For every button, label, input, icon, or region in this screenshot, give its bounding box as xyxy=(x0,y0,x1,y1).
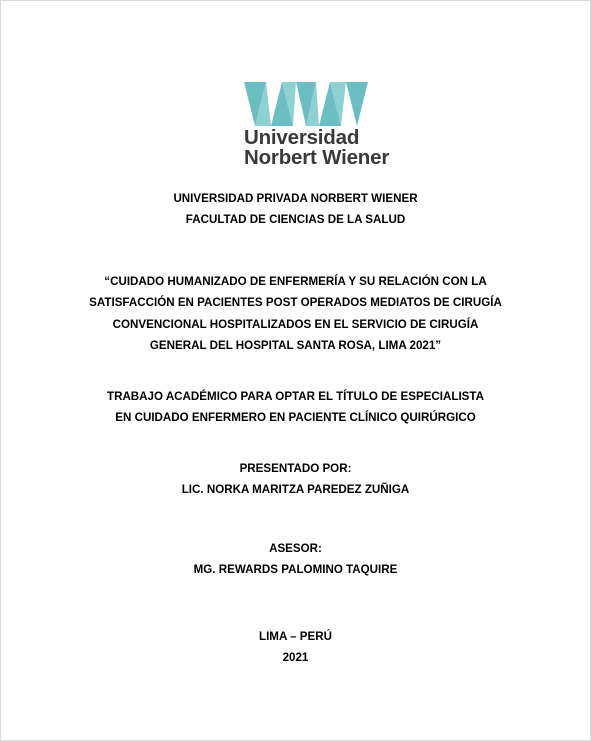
author-name: LIC. NORKA MARITZA PAREDEZ ZUÑIGA xyxy=(181,483,410,497)
advisor-name: MG. REWARDS PALOMINO TAQUIRE xyxy=(193,563,398,577)
purpose-line-1: TRABAJO ACADÉMICO PARA OPTAR EL TÍTULO DE ESPECIALISTA xyxy=(106,390,485,403)
author-label: PRESENTADO POR: xyxy=(239,462,352,475)
purpose-line-2: EN CUIDADO ENFERMERO EN PACIENTE CLÍNICO QUIRÚRGICO xyxy=(115,411,476,425)
city-country: LIMA – PERÚ xyxy=(258,630,332,643)
title-line-3: CONVENCIONAL HOSPITALIZADOS EN EL SERVICIO DE CIRUGÍA xyxy=(112,317,479,331)
university-logo-icon xyxy=(244,82,368,126)
author-block xyxy=(0,458,591,501)
institution-block xyxy=(0,188,591,231)
university-wordmark xyxy=(244,128,389,168)
place-date-block xyxy=(0,626,591,669)
advisor-block xyxy=(0,538,591,581)
faculty-name: FACULTAD DE CIENCIAS DE LA SALUD xyxy=(185,213,406,227)
logo-triangle-5 xyxy=(346,82,368,126)
title-line-4: GENERAL DEL HOSPITAL SANTA ROSA, LIMA 2021” xyxy=(149,338,442,352)
year: 2021 xyxy=(282,651,309,665)
degree-purpose xyxy=(0,386,591,429)
title-line-1: “CUIDADO HUMANIZADO DE ENFERMERÍA Y SU RELACIÓN CON LA xyxy=(104,275,487,288)
university-name: UNIVERSIDAD PRIVADA NORBERT WIENER xyxy=(173,192,418,205)
logo-triangles-icon xyxy=(244,82,368,126)
wordmark-line-1: Universidad xyxy=(244,126,360,149)
title-line-2: SATISFACCIÓN EN PACIENTES POST OPERADOS MEDIATOS DE CIRUGÍA xyxy=(89,296,502,310)
wordmark-line-2: Norbert Wiener xyxy=(244,146,390,169)
advisor-label: ASESOR: xyxy=(269,542,322,555)
thesis-title xyxy=(0,271,591,356)
